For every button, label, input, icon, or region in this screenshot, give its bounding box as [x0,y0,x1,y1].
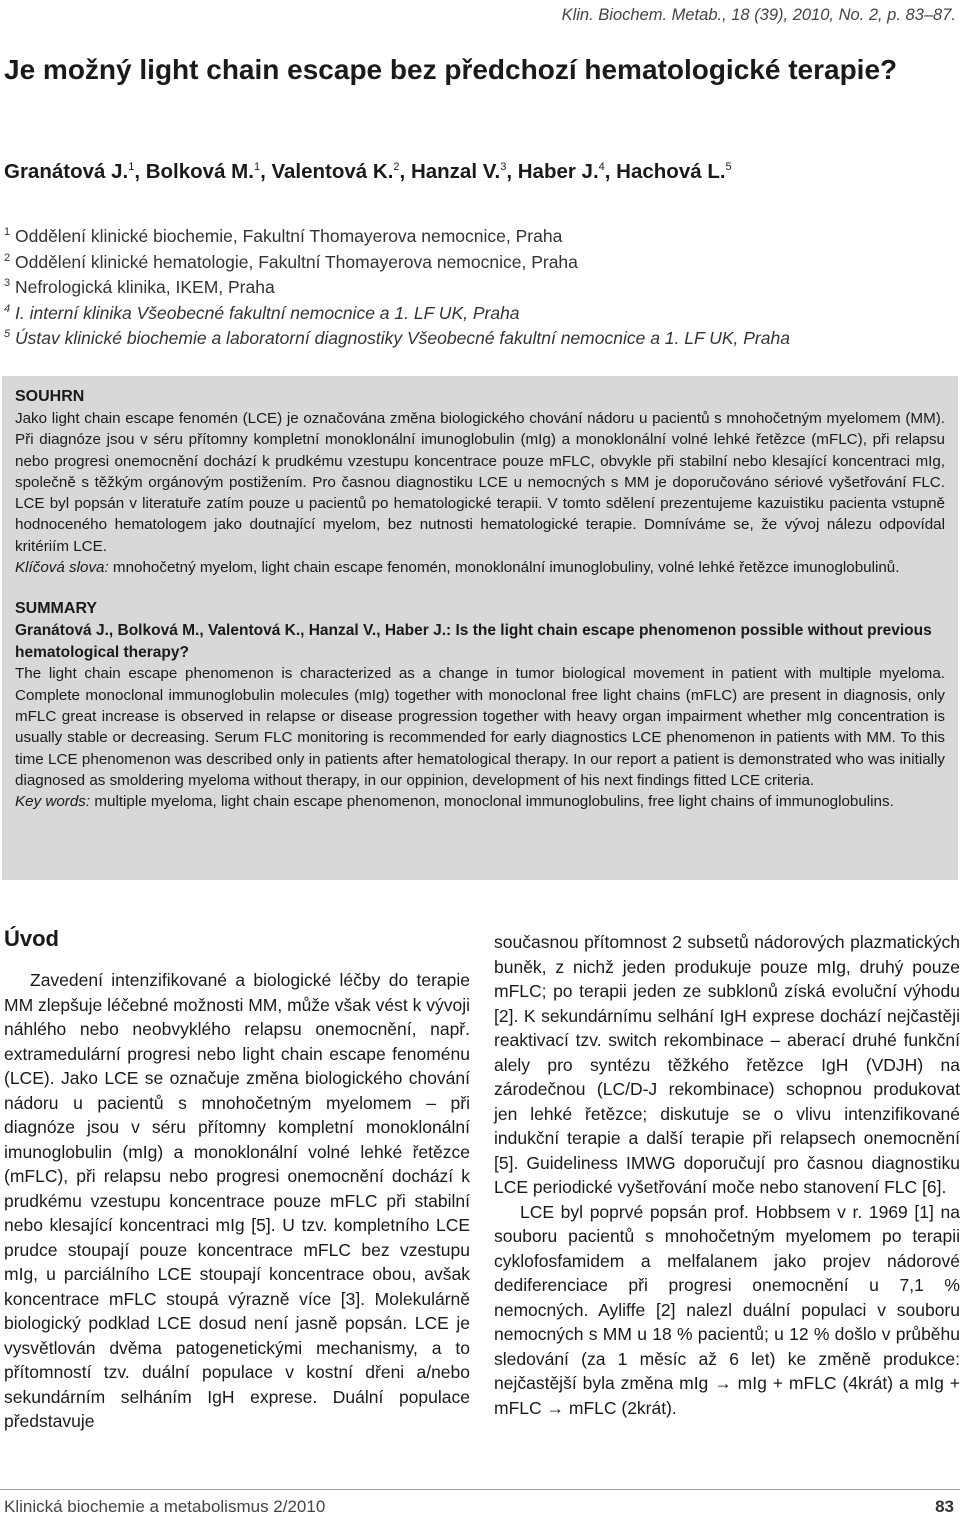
affiliation: $^1$ Oddělení klinické biochemie, Fakultní Thomayerova nemocnice, Praha [4,226,563,246]
section-heading-uvod: Úvod [4,926,59,951]
keywords-label: Key words: [15,793,91,811]
summary-text: The light chain escape phenomenon is characterized as a change in tumor biological movement in patient with multiple myeloma. Complete monoclonal immunoglobulin molecules (mIg) together with monoclonal free light chains (mFLC) are present in diagnosis, only mFLC great increase is observed in relapse or disease progression together with heavy organ impairment whether mIg concentration is usually stable or decreasing. Serum FLC monitoring is recommended for early diagnostics LCE phenomenon in patients with MM. To this time LCE phenomenon was described only in patients after hematological therapy. In our report a patient is demonstrated who was initially diagnosed as smoldering myeloma without therapy, in our oppinion, development of his next findings fitted LCE criteria. [15,665,945,789]
affiliation: $^2$ Oddělení klinické hematologie, Fakultní Thomayerova nemocnice, Praha [4,251,578,272]
souhrn-keywords [15,557,945,578]
journal-reference: Klin. Biochem. Metab., 18 (39), 2010, No. 2, p. 83–87. [561,6,956,24]
keywords-label: Klíčová slova: [15,559,109,577]
body-paragraph: LCE byl poprvé popsán prof. Hobbsem v r. 1969 [1] na souboru pacientů s mnohočetným myelomem po terapii cyklofosfamidem a melfalanem jako projev nádorové dediferenciace při progresi onemocnění u 7,1 % nemocných. Ayliffe [2] nalezl duální populaci v souboru nemocných s MM u 18 % pacientů; u 12 % došlo v průběhu sledování (za 1 měsíc až 6 let) ke změně produkce: nejčastější byla změna mIg → mIg + mFLC (4krát) a mIg + mFLC → mFLC (2krát). [494,1201,960,1418]
author: Granátová J.$^1$, [4,160,146,183]
affiliation-list [4,224,790,352]
author: Hachová L.$^5$ [616,160,732,183]
page-number: 83 [935,1497,954,1516]
souhrn-text: Jako light chain escape fenomén (LCE) je označována změna biologického chování nádoru u pacientů s mnohočetným myelomem (MM). Při diagnóze jsou v séru přítomny kompletní monoklonální imunoglobulin (mIg) a monoklonální volné lehké řetězce (mFLC), při relapsu nebo progresi onemocnění dochází k prudkému vzestupu koncentrace pouze mFLC, obvykle při stabilní nebo klesající koncentraci mIg, společně s těžkým orgánovým postižením. Pro časnou diagnostiku LCE u nemocných s MM je doporučováno sériové vyšetřování FLC. LCE byl popsán v literatuře zatím pouze u pacientů po hematologické terapii. V tomto sdělení prezentujeme kazuistiku pacienta vstupně hodnoceného hematologem jako doutnající myelom, bez nutnosti hematologické terapie. Domníváme se, že vývoj nálezu odpovídal kritériím LCE. [15,410,945,555]
author: Hanzal V.$^3$, [410,160,518,183]
abstract-box [2,376,958,880]
body-column-right [494,930,960,1420]
affiliation: $^4$ I. interní klinika Všeobecné fakultní nemocnice a 1. LF UK, Praha [4,302,520,323]
summary-title: Granátová J., Bolková M., Valentová K., Hanzal V., Haber J.: Is the light chain escape phenomenon possible without previous hematological therapy? [15,622,932,661]
keywords-text: multiple myeloma, light chain escape phenomenon, monoclonal immunoglobulins, free light chains of immunoglobulins. [90,793,894,811]
body-paragraph: Zavedení intenzifikované a biologické léčby do terapie MM zlepšuje léčebné možnosti MM, může však vést k vývoji náhlého nebo neobvyklého relapsu onemocnění, např. extramedulární progresi nebo light chain escape fenoménu (LCE). Jako LCE se označuje změna biologického chování nádoru u pacientů s mnohočetným myelomem – při diagnóze jsou v séru přítomny kompletní monoklonální imunoglobulin (mIg) a monoklonální volné lehké řetězce (mFLC), při relapsu nebo progresi onemocnění dochází k prudkému vzestupu koncentrace pouze mFLC při stabilní nebo klesající koncentraci mIg [5]. U tzv. kompletního LCE prudce stoupají pouze koncentrace mFLC bez vzestupu mIg, u parciálního LCE stoupají koncentrace obou, avšak koncentrace mFLC stoupá výrazně více [3]. Molekulárně biologický podklad LCE dosud není jasně popsán. LCE je vysvětlován dvěma patogenetickými mechanismy, a to přítomností tzv. duální populace v kostní dřeni a/nebo sekundárním selháním IgH exprese. Duální populace představuje [4,970,470,1431]
body-paragraph: současnou přítomnost 2 subsetů nádorových plazmatických buněk, z nichž jeden produkuje pouze mIg, druhý pouze mFLC; po terapii jeden ze subklonů získá evoluční výhodu [2]. K sekundárnímu selhání IgH exprese dochází nejčastěji reaktivací tzv. switch rekombinace – aberací druhé funkční alely pro syntézu těžkého řetězce IgH (VDJH) na zárodečnou (LC/D-J rekombinace) schopnou produkovat jen lehké řetězce; diskutuje se o vlivu intenzifikované indukční terapie a další terapie při relapsech onemocnění [5]. Guideliness IMWG doporučují pro časnou diagnostiku LCE periodické vyšetřování moče nebo stanovení FLC [6]. [494,932,960,1197]
author: Bolková M.$^1$, [145,160,272,183]
footer-divider [0,1489,960,1490]
author: Valentová K.$^2$, [271,160,411,183]
author-list [4,160,732,184]
summary-heading: SUMMARY [15,600,98,618]
keywords-text: mnohočetný myelom, light chain escape fenomén, monoklonální imunoglobuliny, volné lehké řetězce imunoglobulinů. [108,559,900,577]
article-title: Je možný light chain escape bez předchozí hematologické terapie? [4,54,898,85]
affiliation: $^3$ Nefrologická klinika, IKEM, Praha [4,277,275,297]
affiliation: $^5$ Ústav klinické biochemie a laboratorní diagnostiky Všeobecné fakultní nemocnice a 1. LF UK, Praha [4,328,790,348]
footer-journal: Klinická biochemie a metabolismus 2/2010 [4,1497,326,1516]
summary-keywords [15,791,945,812]
souhrn-heading: SOUHRN [15,388,85,405]
body-column-left [4,926,470,1434]
author: Haber J.$^4$, [517,160,617,183]
